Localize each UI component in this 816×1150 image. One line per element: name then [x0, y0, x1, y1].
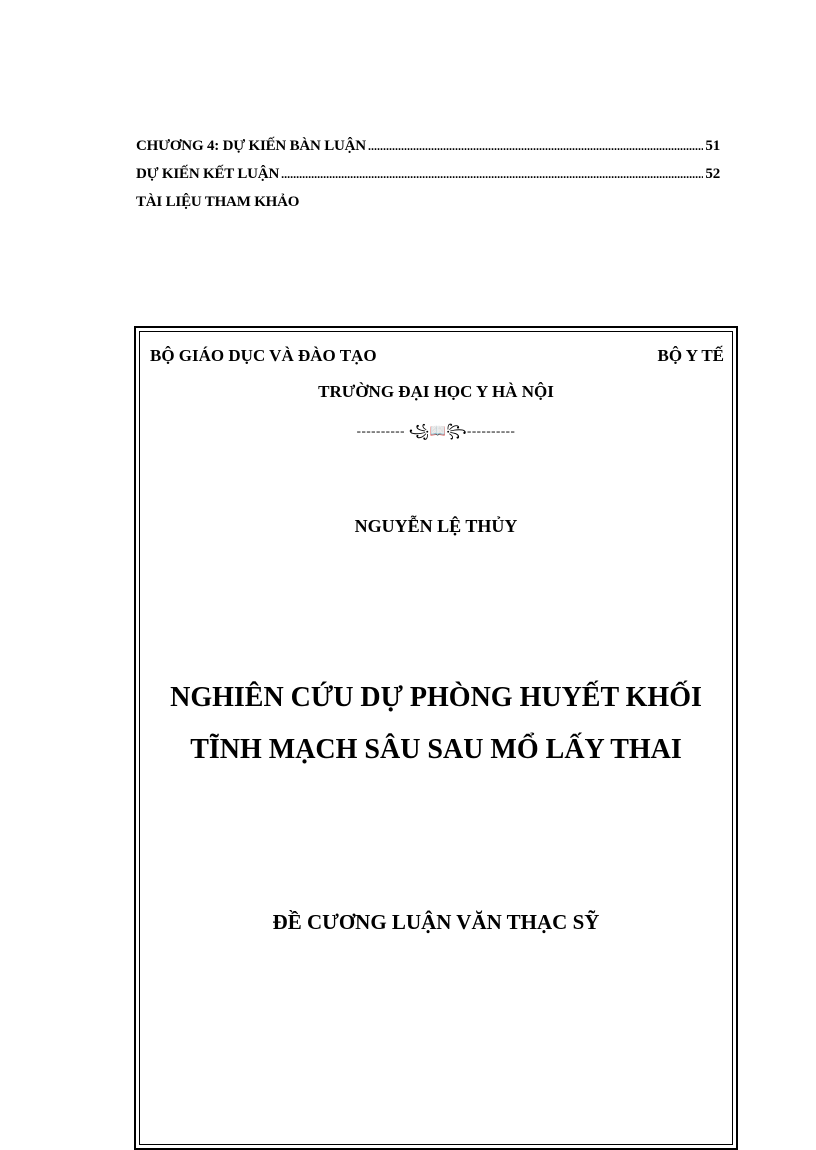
thesis-type-label: ĐỀ CƯƠNG LUẬN VĂN THẠC SỸ — [272, 910, 600, 934]
toc-entry-title: DỰ KIẾN KẾT LUẬN — [136, 166, 280, 182]
book-ornament-divider: ---------- ꧁📖꧂---------- — [356, 423, 516, 438]
toc-entry-title: CHƯƠNG 4: DỰ KIẾN BÀN LUẬN — [136, 138, 366, 154]
thesis-title-line-2: TĨNH MẠCH SÂU SAU MỔ LẤY THAI — [190, 734, 682, 765]
author-name: NGUYỄN LỆ THỦY — [354, 516, 518, 536]
ministry-of-education-label: BỘ GIÁO DỤC VÀ ĐÀO TẠO — [150, 346, 377, 365]
toc-leader-dots — [281, 160, 703, 188]
cover-header — [150, 346, 724, 366]
toc-entry-page: 51 — [705, 138, 720, 154]
cover-page-frame — [134, 326, 738, 1150]
thesis-title-line-1: NGHIÊN CỨU DỰ PHÒNG HUYẾT KHỐI — [170, 682, 702, 713]
toc-leader-dots — [368, 132, 703, 160]
toc-entry-title: TÀI LIỆU THAM KHẢO — [136, 194, 300, 210]
university-name: TRƯỜNG ĐẠI HỌC Y HÀ NỘI — [318, 382, 554, 401]
ministry-of-health-label: BỘ Y TẾ — [657, 346, 724, 365]
cover-inner-frame — [139, 331, 733, 1145]
toc-entry-chapter-4[interactable] — [136, 132, 720, 160]
toc-entry-references[interactable] — [136, 188, 720, 216]
toc-entry-page: 52 — [705, 166, 720, 182]
toc-entry-conclusion[interactable] — [136, 160, 720, 188]
table-of-contents — [136, 132, 720, 216]
thesis-title — [140, 672, 732, 776]
